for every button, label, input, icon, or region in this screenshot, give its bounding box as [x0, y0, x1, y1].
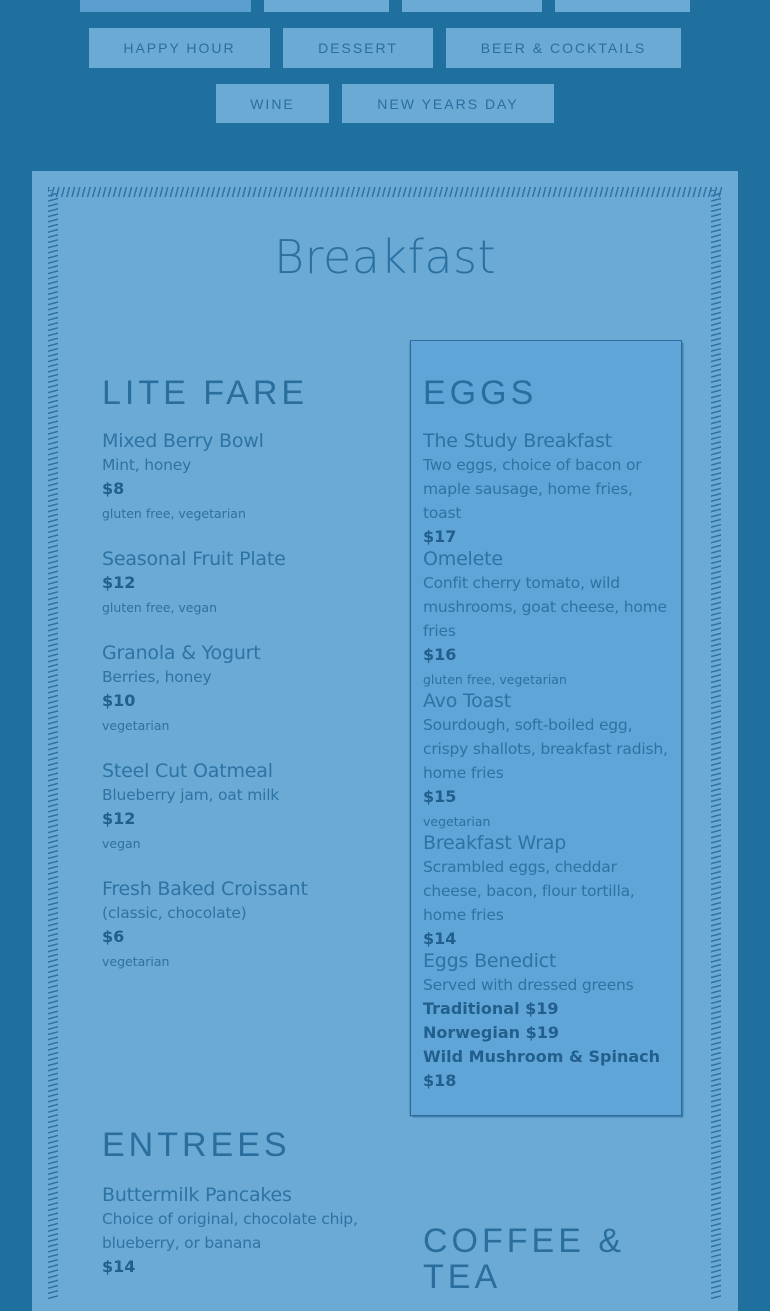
item-description: Scrambled eggs, cheddar cheese, bacon, flour tortilla, home fries: [423, 858, 635, 924]
menu-item: [102, 1183, 362, 1279]
item-tags: vegetarian: [423, 814, 491, 829]
nav-tab-happy-hour[interactable]: HAPPY HOUR: [89, 28, 270, 68]
decorative-border-right: [711, 190, 721, 1300]
item-price: $12: [102, 809, 136, 828]
section-heading-coffee-tea: COFFEE & TEA: [423, 1222, 626, 1296]
item-price: $17: [423, 527, 457, 546]
nav-tab-partial-1[interactable]: [80, 0, 251, 12]
item-tags: gluten free, vegan: [102, 600, 218, 615]
item-name: Steel Cut Oatmeal: [102, 760, 273, 782]
nav-tab-wine[interactable]: WINE: [216, 84, 329, 123]
item-name: Breakfast Wrap: [423, 832, 567, 854]
item-variant-price: Traditional $19: [423, 999, 559, 1018]
item-name: Buttermilk Pancakes: [102, 1184, 292, 1206]
item-tags: vegetarian: [102, 718, 170, 733]
menu-item: [102, 547, 382, 620]
menu-item: [423, 429, 673, 549]
item-price: $10: [102, 691, 136, 710]
menu-item: [102, 429, 382, 526]
item-tags: gluten free, vegetarian: [102, 506, 246, 521]
item-description: Sourdough, soft-boiled egg, crispy shallots, breakfast radish, home fries: [423, 716, 668, 782]
item-description: Served with dressed greens: [423, 976, 634, 994]
item-name: The Study Breakfast: [423, 430, 612, 452]
item-name: Fresh Baked Croissant: [102, 878, 308, 900]
item-price: $14: [102, 1257, 136, 1276]
item-description: Blueberry jam, oat milk: [102, 786, 280, 804]
menu-item: [423, 547, 673, 692]
nav-tab-partial-4[interactable]: [555, 0, 690, 12]
item-tags: vegetarian: [102, 954, 170, 969]
item-price: $8: [102, 479, 125, 498]
item-description: Mint, honey: [102, 456, 192, 474]
item-tags: gluten free, vegetarian: [423, 672, 567, 687]
item-name: Eggs Benedict: [423, 950, 557, 972]
nav-tab-partial-2[interactable]: [264, 0, 389, 12]
section-heading-lite-fare: LITE FARE: [102, 374, 309, 412]
item-variant-price: Norwegian $19: [423, 1023, 559, 1042]
menu-item: [102, 759, 382, 856]
item-description: (classic, chocolate): [102, 904, 247, 922]
menu-item: [102, 641, 382, 738]
item-price: $12: [102, 573, 136, 592]
item-price: $16: [423, 645, 457, 664]
item-tags: vegan: [102, 836, 141, 851]
item-name: Omelete: [423, 548, 503, 570]
nav-tab-partial-3[interactable]: [402, 0, 542, 12]
item-name: Avo Toast: [423, 690, 511, 712]
decorative-border-top: [48, 187, 722, 197]
section-heading-entrees: ENTREES: [102, 1126, 291, 1164]
menu-item: [423, 831, 673, 951]
item-price: $14: [423, 929, 457, 948]
item-name: Seasonal Fruit Plate: [102, 548, 286, 570]
item-description: Berries, honey: [102, 668, 212, 686]
section-heading-eggs: EGGS: [423, 374, 538, 412]
nav-tab-new-years-day[interactable]: NEW YEARS DAY: [342, 84, 554, 123]
item-description: Choice of original, chocolate chip, blueberry, or banana: [102, 1210, 358, 1252]
nav-tab-dessert[interactable]: DESSERT: [283, 28, 433, 68]
item-price: $6: [102, 927, 125, 946]
menu-title: Breakfast: [273, 230, 497, 284]
item-description: Two eggs, choice of bacon or maple sausage, home fries, toast: [423, 456, 642, 522]
nav-tab-beer-cocktails[interactable]: BEER & COCKTAILS: [446, 28, 681, 68]
menu-item: [423, 949, 673, 1093]
item-price: $15: [423, 787, 457, 806]
menu-item: [423, 689, 673, 834]
menu-item: [102, 877, 382, 974]
item-description: Confit cherry tomato, wild mushrooms, goat cheese, home fries: [423, 574, 667, 640]
item-variant-price: Wild Mushroom & Spinach $18: [423, 1047, 661, 1090]
item-name: Mixed Berry Bowl: [102, 430, 264, 452]
item-name: Granola & Yogurt: [102, 642, 261, 664]
decorative-border-left: [48, 190, 58, 1300]
